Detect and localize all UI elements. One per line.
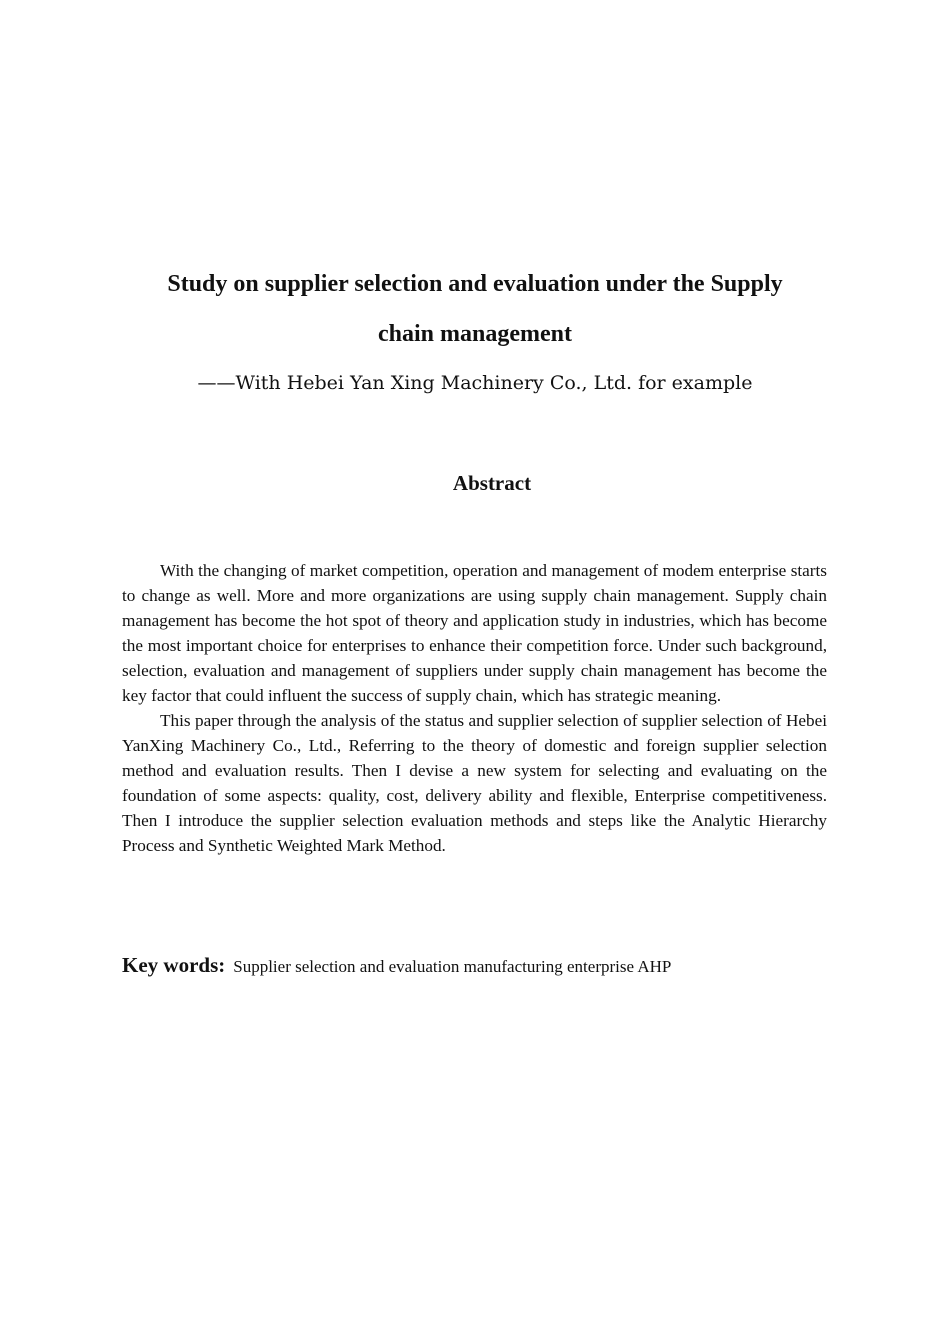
keywords-text: Supplier selection and evaluation manufacturing enterprise AHP <box>233 957 672 976</box>
abstract-paragraph-2: This paper through the analysis of the status and supplier selection of supplier selection of Hebei YanXing Machinery Co., Ltd., Referring to the theory of domestic and foreign supplier selection method and evaluation results. Then I devise a new system for selecting and evaluating on the foundation of some aspects: quality, cost, delivery ability and flexible, Enterprise competitiveness. Then I introduce the supplier selection evaluation methods and steps like the Analytic Hierarchy Process and Synthetic Weighted Mark Method. <box>122 711 827 855</box>
abstract-body <box>122 558 827 858</box>
abstract-heading: Abstract <box>452 471 532 495</box>
keywords-label: Key words: <box>122 953 226 977</box>
abstract-paragraph-1: With the changing of market competition, operation and management of modem enterprise starts to change as well. More and more organizations are using supply chain management. Supply chain management has become the hot spot of theory and application study in industries, which has become the most important choice for enterprises to enhance their competition force. Under such background, selection, evaluation and management of suppliers under supply chain management has become the key factor that could influent the success of supply chain, which has strategic meaning. <box>122 561 827 705</box>
keywords-line <box>122 953 827 978</box>
title-line-2: chain management <box>378 321 572 347</box>
document-title <box>100 259 850 359</box>
title-line-1: Study on supplier selection and evaluation under the Supply <box>167 271 783 297</box>
document-subtitle: ——With Hebei Yan Xing Machinery Co., Ltd. for example <box>197 372 753 394</box>
